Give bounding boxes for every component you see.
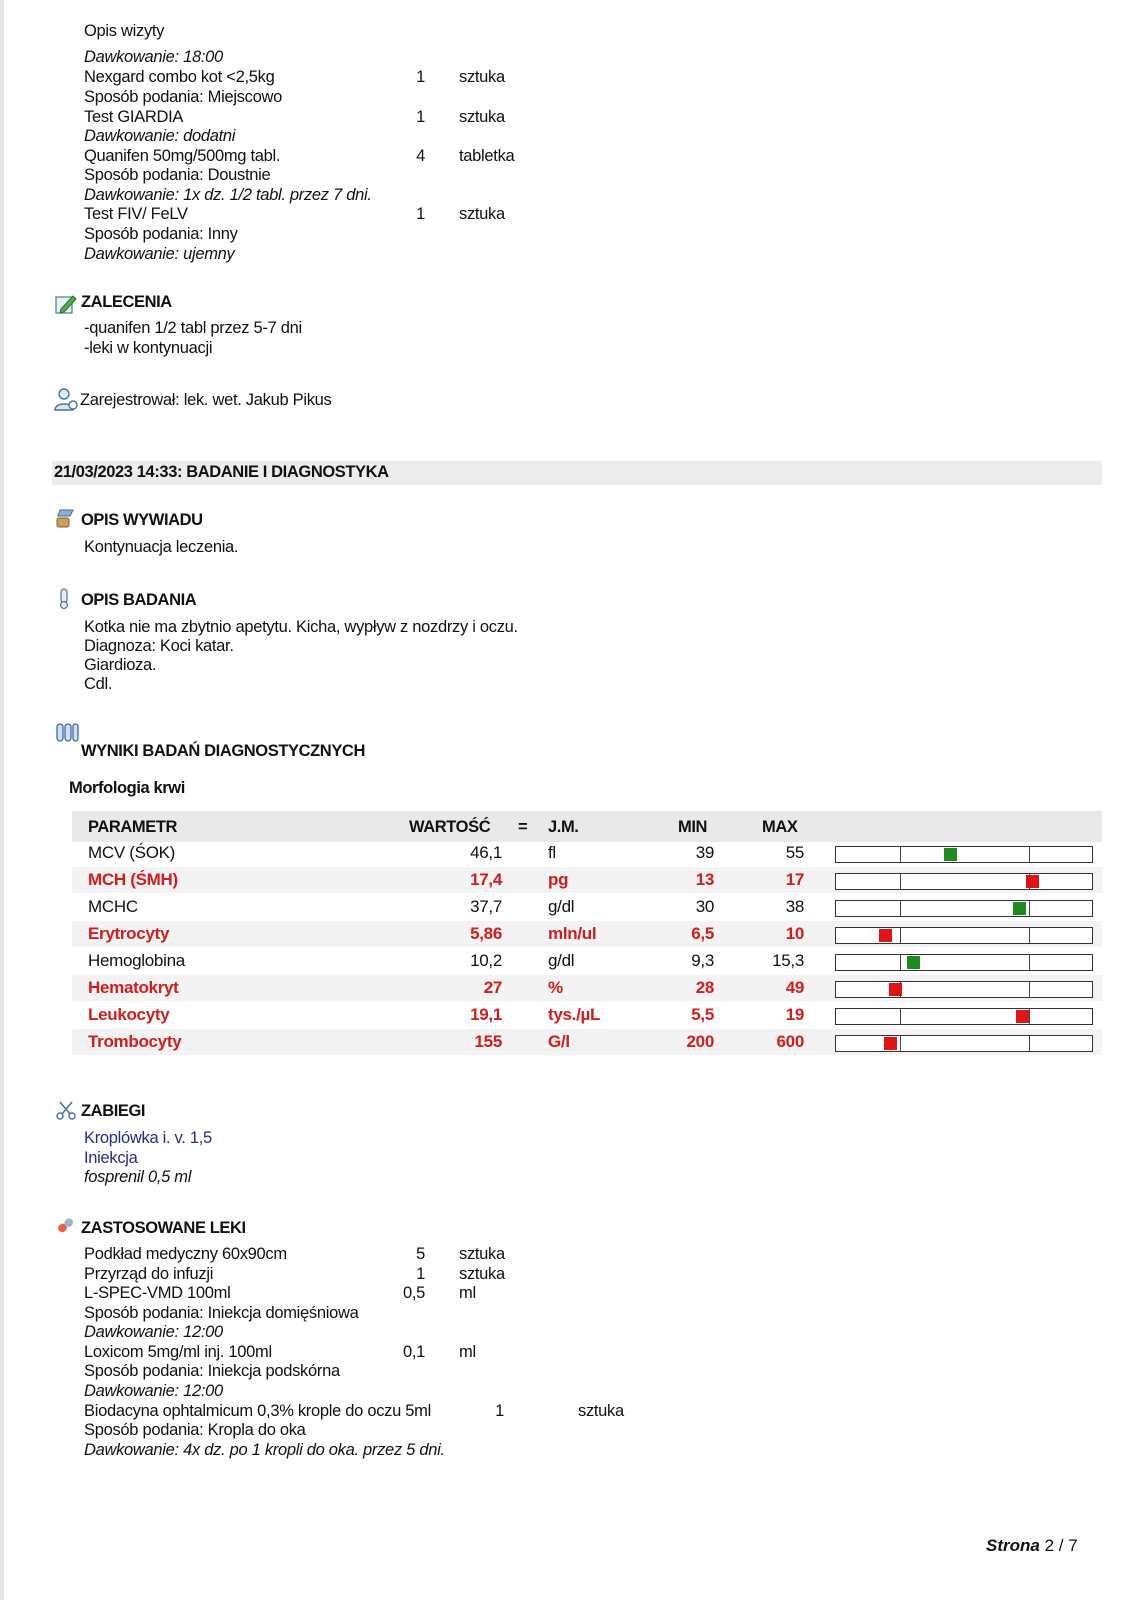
drug-line-qty: 1 [495, 1402, 504, 1420]
drug-line-unit: sztuka [459, 1265, 505, 1283]
result-max: 55 [785, 843, 804, 862]
drug-line-qty: 0,1 [402, 1343, 425, 1361]
visit-description-title: Opis wizyty [84, 22, 165, 40]
drug-line: Sposób podania: Iniekcja podskórna [84, 1362, 340, 1380]
visit-line: Quanifen 50mg/500mg tabl. [84, 147, 281, 165]
visit-line-unit: sztuka [459, 205, 505, 223]
drug-line-qty: 5 [416, 1245, 425, 1263]
range-bar [835, 954, 1093, 971]
result-value: 17,4 [470, 870, 502, 889]
result-param: Hemoglobina [88, 951, 185, 970]
col-max: MAX [762, 818, 798, 836]
opis-wywiadu-heading: OPIS WYWIADU [81, 511, 203, 529]
result-value: 155 [474, 1032, 502, 1051]
range-bar [835, 1035, 1093, 1052]
results-table-header-bg [72, 811, 1102, 842]
visit-line: Test GIARDIA [84, 108, 184, 126]
opis-wywiadu-line: Kontynuacja leczenia. [84, 538, 239, 556]
result-param: MCH (ŚMH) [88, 870, 178, 889]
page-edge [0, 0, 4, 1600]
result-param: Hematokryt [88, 978, 179, 997]
visit-line-unit: tabletka [459, 147, 515, 165]
range-marker [944, 848, 957, 861]
drug-line: Sposób podania: Kropla do oka [84, 1421, 306, 1439]
result-value: 19,1 [470, 1005, 502, 1024]
visit-line: Dawkowanie: 1x dz. 1/2 tabl. przez 7 dni. [84, 186, 372, 204]
result-max: 49 [785, 978, 804, 997]
result-param: Trombocyty [88, 1032, 182, 1051]
zabiegi-line: Kroplówka i. v. 1,5 [84, 1129, 212, 1147]
result-unit: G/l [548, 1032, 570, 1051]
page-number [986, 1536, 1078, 1556]
page-current: 2 [1044, 1536, 1055, 1555]
zabiegi-heading: ZABIEGI [81, 1102, 146, 1120]
result-unit: pg [548, 870, 569, 889]
visit-line-unit: sztuka [459, 108, 505, 126]
range-bar [835, 981, 1093, 998]
zalecenia-line: -quanifen 1/2 tabl przez 5-7 dni [84, 319, 302, 337]
leki-heading: ZASTOSOWANE LEKI [81, 1219, 246, 1237]
range-bar [835, 1008, 1093, 1025]
result-unit: tys./µL [548, 1005, 601, 1024]
pencil-note-icon [55, 293, 77, 315]
drug-line: Loxicom 5mg/ml inj. 100ml [84, 1343, 272, 1361]
result-min: 9,3 [691, 951, 714, 970]
result-value: 10,2 [470, 951, 502, 970]
result-value: 5,86 [470, 924, 502, 943]
result-min: 30 [695, 897, 714, 916]
morfologia-subheading: Morfologia krwi [69, 779, 185, 797]
result-min: 13 [695, 870, 714, 889]
drug-line: Sposób podania: Iniekcja domięśniowa [84, 1304, 359, 1322]
visit-line: Sposób podania: Inny [84, 225, 238, 243]
drug-line: Dawkowanie: 12:00 [84, 1323, 223, 1341]
result-value: 46,1 [470, 843, 502, 862]
result-value: 37,7 [470, 897, 502, 916]
result-min: 5,5 [691, 1005, 714, 1024]
wyniki-heading: WYNIKI BADAŃ DIAGNOSTYCZNYCH [81, 742, 365, 760]
result-value: 27 [483, 978, 502, 997]
result-max: 19 [785, 1005, 804, 1024]
drug-line: Dawkowanie: 4x dz. po 1 kropli do oka. przez 5 dni. [84, 1441, 445, 1459]
drug-line-qty: 1 [416, 1265, 425, 1283]
result-max: 10 [785, 924, 804, 943]
zalecenia-heading: ZALECENIA [81, 293, 172, 311]
result-param: MCV (ŚOK) [88, 843, 176, 862]
opis-badania-line: Cdl. [84, 675, 113, 693]
visit-line-qty: 1 [416, 205, 425, 223]
visit-line: Sposób podania: Miejscowo [84, 88, 282, 106]
drug-line-unit: sztuka [459, 1245, 505, 1263]
range-marker [907, 956, 920, 969]
visit-line-unit: sztuka [459, 68, 505, 86]
zalecenia-line: -leki w kontynuacji [84, 339, 213, 357]
result-max: 600 [776, 1032, 804, 1051]
registered-by: Zarejestrował: lek. wet. Jakub Pikus [80, 391, 332, 409]
col-eq: = [518, 818, 528, 836]
visit-line: Dawkowanie: dodatni [84, 127, 236, 145]
opis-badania-heading: OPIS BADANIA [81, 591, 197, 609]
doctor-user-icon [53, 388, 79, 412]
result-min: 200 [686, 1032, 714, 1051]
drug-line: Dawkowanie: 12:00 [84, 1382, 223, 1400]
visit-line: Nexgard combo kot <2,5kg [84, 68, 275, 86]
result-max: 38 [785, 897, 804, 916]
range-marker [879, 929, 892, 942]
range-bar [835, 927, 1093, 944]
drug-line-qty: 0,5 [402, 1284, 425, 1302]
range-bar [835, 873, 1093, 890]
range-bar [835, 846, 1093, 863]
zabiegi-line: Iniekcja [84, 1149, 138, 1167]
thermometer-icon [57, 588, 71, 610]
visit-line: Test FIV/ FeLV [84, 205, 188, 223]
result-max: 17 [785, 870, 804, 889]
result-min: 28 [695, 978, 714, 997]
range-marker [1026, 875, 1039, 888]
result-min: 6,5 [691, 924, 714, 943]
visit-line-qty: 1 [416, 68, 425, 86]
visit-line: Dawkowanie: 18:00 [84, 48, 223, 66]
result-max: 15,3 [772, 951, 804, 970]
drug-line-unit: ml [459, 1343, 476, 1361]
result-param: MCHC [88, 897, 138, 916]
range-bar [835, 900, 1093, 917]
visit-line-qty: 4 [416, 147, 425, 165]
drug-line: Biodacyna ophtalmicum 0,3% krople do oczu 5ml [84, 1402, 431, 1420]
exam-header: 21/03/2023 14:33: BADANIE I DIAGNOSTYKA [54, 463, 389, 481]
drug-line: L-SPEC-VMD 100ml [84, 1284, 231, 1302]
visit-line: Sposób podania: Doustnie [84, 166, 271, 184]
test-tubes-icon [55, 722, 79, 744]
page-label: Strona [986, 1536, 1040, 1555]
drug-line-unit: sztuka [578, 1402, 624, 1420]
result-min: 39 [695, 843, 714, 862]
scissors-icon [55, 1099, 77, 1121]
drug-line: Podkład medyczny 60x90cm [84, 1245, 287, 1263]
range-marker [1016, 1010, 1029, 1023]
range-marker [884, 1037, 897, 1050]
result-unit: mln/ul [548, 924, 597, 943]
visit-line: Dawkowanie: ujemny [84, 245, 235, 263]
opis-badania-line: Kotka nie ma zbytnio apetytu. Kicha, wypływ z nozdrzy i oczu. [84, 618, 518, 636]
col-param: PARAMETR [88, 818, 178, 836]
visit-line-qty: 1 [416, 108, 425, 126]
result-unit: fl [548, 843, 556, 862]
drug-line: Przyrząd do infuzji [84, 1265, 214, 1283]
result-unit: g/dl [548, 951, 575, 970]
col-min: MIN [678, 818, 708, 836]
page-total: / 7 [1058, 1536, 1078, 1555]
pill-capsule-icon [55, 1214, 77, 1236]
result-param: Leukocyty [88, 1005, 170, 1024]
zabiegi-line: fosprenil 0,5 ml [84, 1168, 192, 1186]
col-value: WARTOŚĆ [409, 818, 491, 836]
result-unit: % [548, 978, 563, 997]
drug-line-unit: ml [459, 1284, 476, 1302]
range-marker [1013, 902, 1026, 915]
opis-badania-line: Diagnoza: Koci katar. [84, 637, 234, 655]
col-unit: J.M. [548, 818, 579, 836]
opis-badania-line: Giardioza. [84, 656, 157, 674]
range-marker [889, 983, 902, 996]
interview-icon [55, 507, 77, 529]
result-unit: g/dl [548, 897, 575, 916]
result-param: Erytrocyty [88, 924, 170, 943]
